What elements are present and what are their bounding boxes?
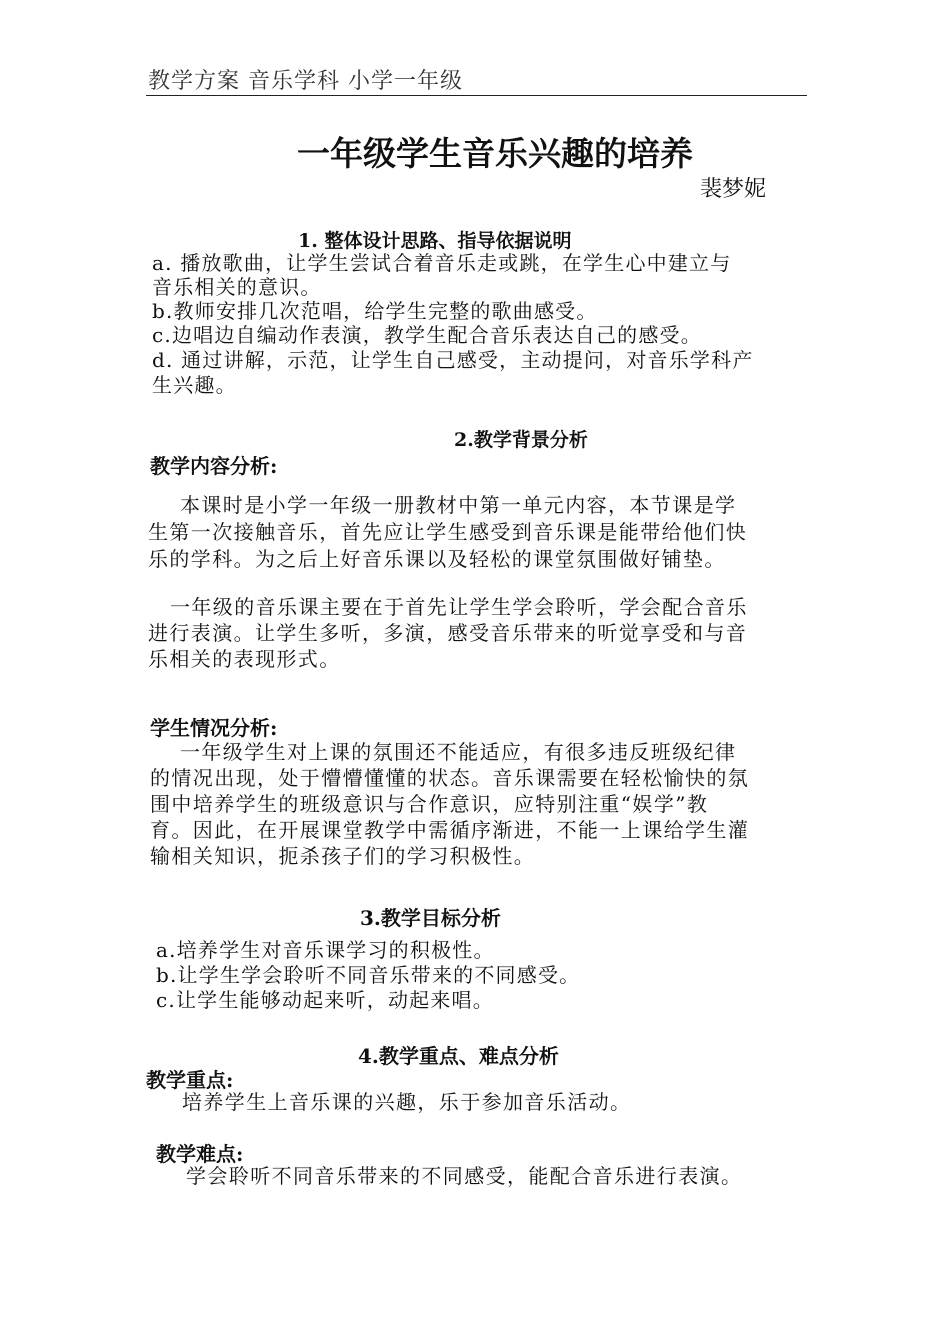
content-paragraph-line: 一年级的音乐课主要在于首先让学生学会聆听，学会配合音乐 [170, 595, 748, 619]
difficulty-text: 学会聆听不同音乐带来的不同感受，能配合音乐进行表演。 [186, 1164, 743, 1188]
header-rule [146, 95, 807, 96]
objective-line: b.让学生学会聆听不同音乐带来的不同感受。 [156, 963, 581, 987]
key-point-label: 教学重点: [146, 1068, 234, 1092]
content-paragraph-line: 乐相关的表现形式。 [148, 647, 341, 671]
content-paragraph-line: 本课时是小学一年级一册教材中第一单元内容，本节课是学 [180, 493, 737, 517]
section1-line: c.边唱边自编动作表演，教学生配合音乐表达自己的感受。 [152, 323, 702, 347]
student-paragraph-line: 的情况出现，处于懵懵懂懂的状态。音乐课需要在轻松愉快的氛 [150, 766, 750, 790]
objective-line: a.培养学生对音乐课学习的积极性。 [156, 938, 495, 962]
content-paragraph-line: 生第一次接触音乐，首先应让学生感受到音乐课是能带给他们快 [148, 520, 748, 544]
section2-heading: 2.教学背景分析 [454, 429, 588, 451]
content-paragraph-line: 进行表演。让学生多听，多演，感受音乐带来的听觉享受和与音 [148, 621, 748, 645]
content-paragraph-line: 乐的学科。为之后上好音乐课以及轻松的课堂氛围做好铺垫。 [148, 547, 726, 571]
document-title: 一年级学生音乐兴趣的培养 [297, 134, 693, 173]
student-paragraph-line: 围中培养学生的班级意识与合作意识，应特别注重“娱学”教 [150, 792, 709, 816]
student-paragraph-line: 一年级学生对上课的氛围还不能适应，有很多违反班级纪律 [180, 740, 737, 764]
key-point-text: 培养学生上音乐课的兴趣，乐于参加音乐活动。 [182, 1090, 632, 1114]
header-text: 教学方案 音乐学科 小学一年级 [148, 69, 463, 94]
difficulty-label: 教学难点: [156, 1142, 244, 1166]
student-analysis-label: 学生情况分析: [150, 716, 278, 740]
section1-line: b.教师安排几次范唱，给学生完整的歌曲感受。 [152, 299, 598, 323]
section4-heading: 4.教学重点、难点分析 [358, 1044, 559, 1068]
section1-line: d. 通过讲解，示范，让学生自己感受，主动提问，对音乐学科产 [152, 348, 754, 372]
section1-line: 生兴趣。 [152, 373, 237, 397]
objective-line: c.让学生能够动起来听，动起来唱。 [156, 988, 494, 1012]
content-analysis-label: 教学内容分析: [150, 454, 278, 478]
section1-line: 音乐相关的意识。 [152, 275, 322, 299]
student-paragraph-line: 育。因此，在开展课堂教学中需循序渐进，不能一上课给学生灌 [150, 818, 750, 842]
section1-line: a. 播放歌曲，让学生尝试合着音乐走或跳，在学生心中建立与 [152, 251, 732, 275]
section1-heading: 1. 整体设计思路、指导依据说明 [298, 230, 572, 252]
section3-heading: 3.教学目标分析 [360, 906, 501, 930]
author-name: 裴梦妮 [700, 177, 767, 202]
student-paragraph-line: 输相关知识，扼杀孩子们的学习积极性。 [150, 844, 536, 868]
